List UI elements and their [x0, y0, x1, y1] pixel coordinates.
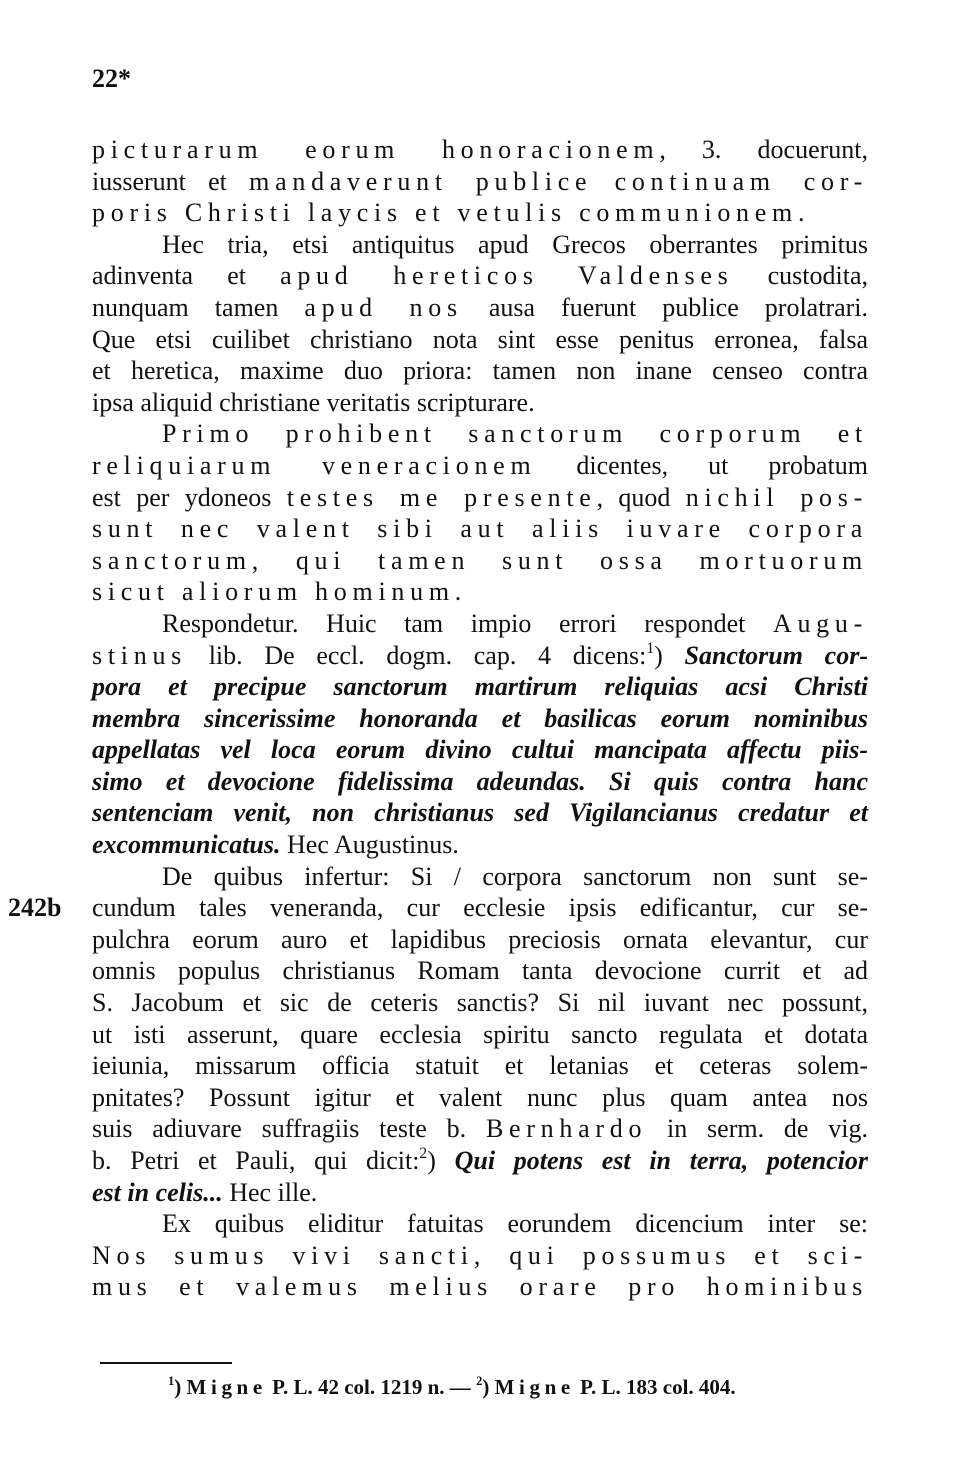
footnote-rule — [100, 1362, 232, 1364]
text-line: pora et precipue sanctorum martirum reliquias acsi Christi — [92, 672, 868, 702]
body-text — [92, 134, 868, 1303]
text-line: picturarum eorum honoracionem, 3. docuerunt, — [92, 135, 868, 164]
text-line: est per ydoneos testes me presente, quod nichil pos- — [92, 482, 868, 512]
text-line: De quibus infertur: Si / corpora sanctorum non sunt se- — [162, 861, 868, 891]
text-line: Primo prohibent sanctorum corporum et — [162, 419, 868, 449]
text-line: simo et devocione fidelissima adeundas. Si quis contra hanc — [92, 766, 868, 796]
text-line: Que etsi cuilibet christiano nota sint esse penitus erronea, falsa — [92, 324, 868, 354]
text-line: est in celis... Hec ille. — [92, 1177, 318, 1207]
text-line: pulchra eorum auro et lapidibus preciosis ornata elevantur, cur — [92, 924, 868, 954]
text-line: Nos sumus vivi sancti, qui possumus et sci- — [92, 1240, 868, 1270]
text-line: membra sincerissime honoranda et basilicas eorum nominibus — [92, 703, 868, 733]
text-line: Respondetur. Huic tam impio errori respondet Augu- — [162, 608, 868, 638]
text-line: appellatas vel loca eorum divino cultui mancipata affectu piis- — [92, 735, 868, 765]
page-number: 22* — [92, 64, 131, 93]
text-line: et heretica, maxime duo priora: tamen non inane censeo contra — [92, 356, 868, 386]
text-line: reliquiarum veneracionem dicentes, ut probatum — [92, 450, 868, 480]
text-line: S. Jacobum et sic de ceteris sanctis? Si nil iuvant nec possunt, — [92, 988, 868, 1018]
text-line: pnitates? Possunt igitur et valent nunc plus quam antea nos — [92, 1082, 868, 1112]
text-line: ut isti asserunt, quare ecclesia spiritu sancto regulata et dotata — [92, 1019, 868, 1049]
text-line: sicut aliorum hominum. — [92, 577, 467, 607]
text-line: adinventa et apud hereticos Valdenses custodita, — [92, 261, 868, 291]
text-line: nunquam tamen apud nos ausa fuerunt publice prolatrari. — [92, 292, 869, 322]
text-line: poris Christi laycis et vetulis communionem. — [92, 198, 805, 228]
text-line: Ex quibus eliditur fatuitas eorundem dicencium inter se: — [162, 1209, 868, 1239]
text-line: sentenciam venit, non christianus sed Vigilancianus credatur et — [92, 798, 868, 828]
text-line: stinus lib. De eccl. dogm. cap. 4 dicens:$^1$) Sanctorum cor- — [92, 639, 868, 670]
text-line: suis adiuvare suffragiis teste b. Bernhardo in serm. de vig. — [92, 1114, 868, 1144]
text-line: mus et valemus melius orare pro hominibus — [92, 1272, 868, 1302]
folio-marginal-note: 242b — [8, 893, 62, 922]
text-line: omnis populus christianus Romam tanta devocione currit et ad — [92, 956, 868, 986]
text-line: Hec tria, etsi antiquitus apud Grecos oberrantes primitus — [162, 229, 868, 259]
text-line: excommunicatus. Hec Augustinus. — [92, 830, 459, 860]
text-line: b. Petri et Pauli, qui dicit:$^2$) Qui potens est in terra, potencior — [92, 1145, 868, 1175]
text-line: ieiunia, missarum officia statuit et letanias et ceteras solem- — [92, 1051, 868, 1081]
text-line: sunt nec valent sibi aut aliis iuvare corpora — [92, 514, 868, 544]
footnotes: $^1$) Migne P. L. 42 col. 1219 n. — $^2$) Migne P. L. 183 col. 404. — [168, 1374, 736, 1399]
text-line: ipsa aliquid christiane veritatis scripturare. — [92, 387, 535, 417]
text-line: sanctorum, qui tamen sunt ossa mortuorum — [92, 545, 868, 575]
text-line: iusserunt et mandaverunt publice continuam cor- — [92, 166, 868, 196]
text-line: cundum tales veneranda, cur ecclesie ipsis edificantur, cur se- — [92, 893, 868, 923]
